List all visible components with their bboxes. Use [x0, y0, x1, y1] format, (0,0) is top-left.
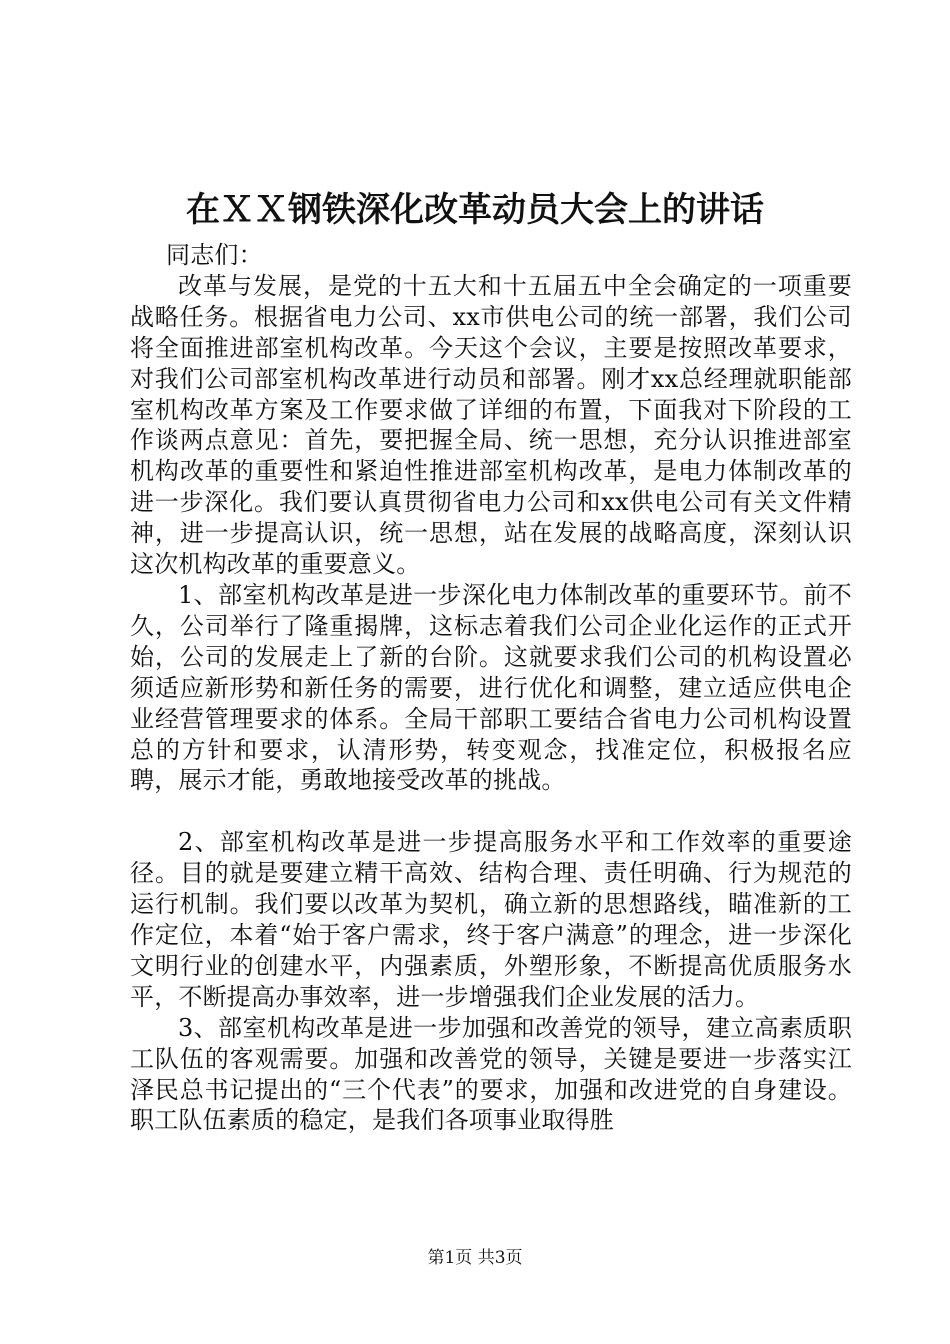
document-body — [130, 240, 852, 1136]
paragraph-intro: 改革与发展，是党的十五大和十五届五中全会确定的一项重要战略任务。根据省电力公司、xx市供电公司的统一部署，我们公司将全面推进部室机构改革。今天这个会议，主要是按照改革要求，对我们公司部室机构改革进行动员和部署。刚才xx总经理就职能部室机构改革方案及工作要求做了详细的布置，下面我对下阶段的工作谈两点意见：首先，要把握全局、统一思想，充分认识推进部室机构改革的重要性和紧迫性推进部室机构改革，是电力体制改革的进一步深化。我们要认真贯彻省电力公司和xx供电公司有关文件精神，进一步提高认识，统一思想，站在发展的战略高度，深刻认识这次机构改革的重要意义。 — [130, 271, 852, 579]
paragraph-point-3: 3、部室机构改革是进一步加强和改善党的领导，建立高素质职工队伍的客观需要。加强和改善党的领导，关键是要进一步落实江泽民总书记提出的“三个代表”的要求，加强和改进党的自身建设。职工队伍素质的稳定，是我们各项事业取得胜 — [130, 1013, 852, 1135]
document-title: 在ＸＸ钢铁深化改革动员大会上的讲话 — [186, 190, 764, 230]
paragraph-point-1: 1、部室机构改革是进一步深化电力体制改革的重要环节。前不久，公司举行了隆重揭牌，这标志着我们公司企业化运作的正式开始，公司的发展走上了新的台阶。这就要求我们公司的机构设置必须适应新形势和新任务的需要，进行优化和调整，建立适应供电企业经营管理要求的体系。全局干部职工要结合省电力公司机构设置总的方针和要求，认清形势，转变观念，找准定位，积极报名应聘，展示才能，勇敢地接受改革的挑战。 — [130, 580, 852, 795]
paragraph-point-2: 2、部室机构改革是进一步提高服务水平和工作效率的重要途径。目的就是要建立精干高效、结构合理、责任明确、行为规范的运行机制。我们要以改革为契机，确立新的思想路线，瞄准新的工作定位，本着“始于客户需求，终于客户满意”的理念，进一步深化文明行业的创建水平，内强素质，外塑形象，不断提高优质服务水平，不断提高办事效率，进一步增强我们企业发展的活力。 — [130, 828, 852, 1011]
salutation: 同志们： — [166, 241, 263, 269]
page-number-footer: 第1页 共3页 — [427, 1248, 523, 1268]
